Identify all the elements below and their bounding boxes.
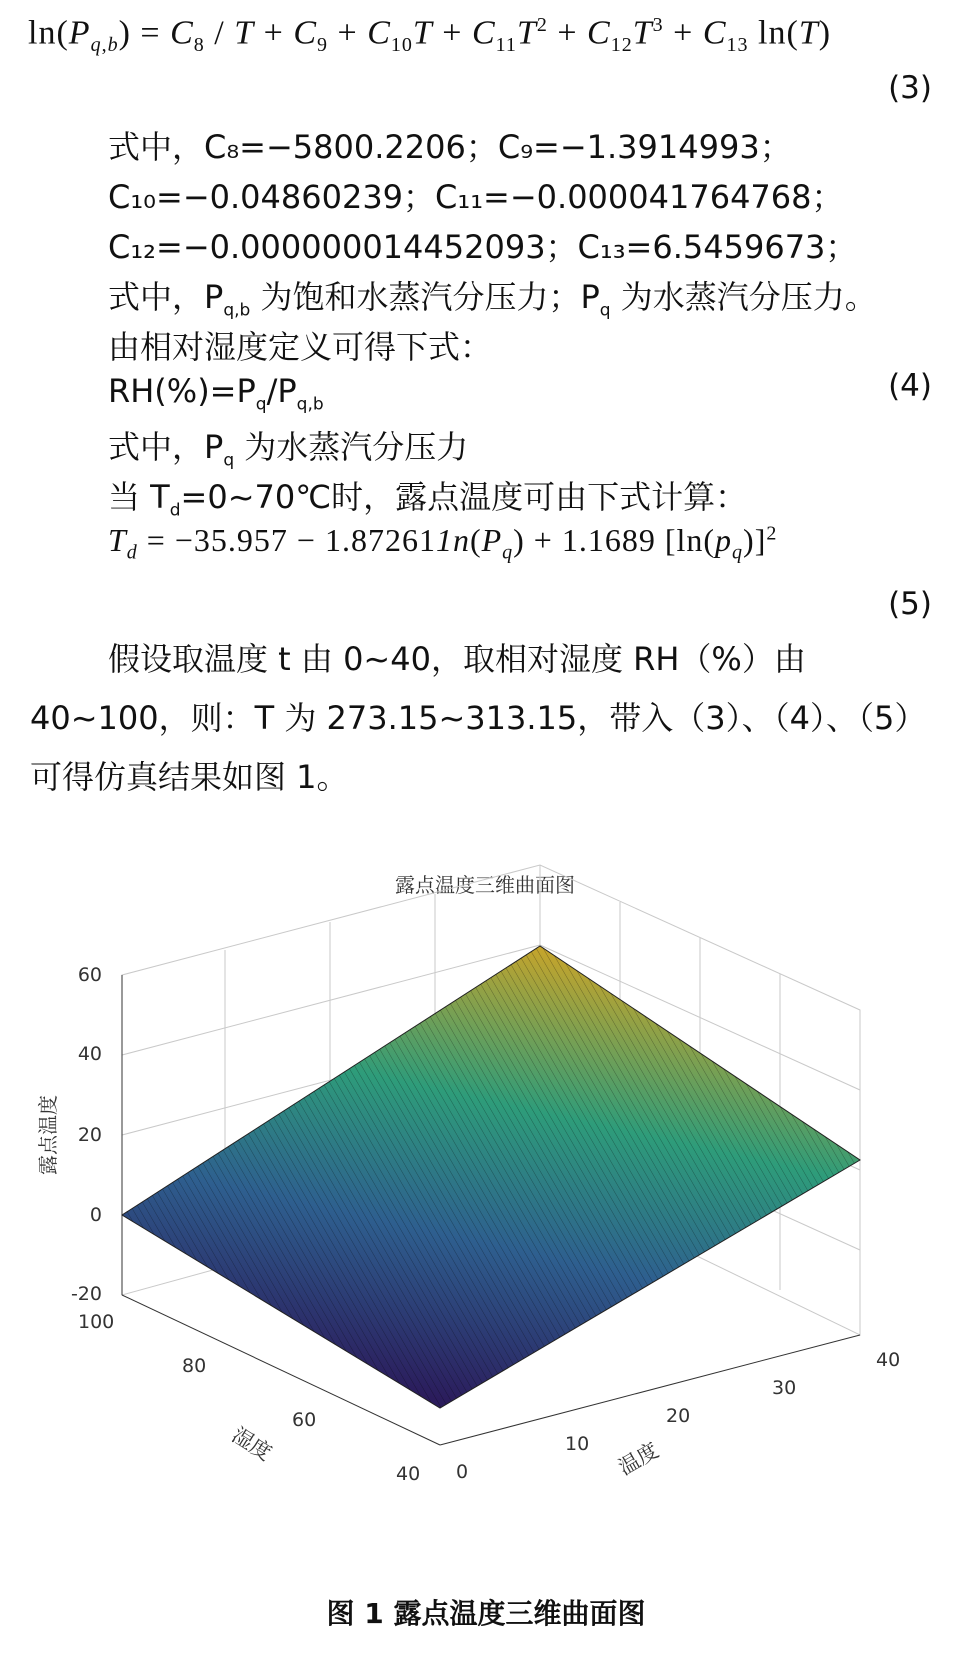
- body-paragraph: 假设取温度 t 由 0~40，取相对湿度 RH（%）由 40~100，则：T 为 273.15~313.15，带入（3）、（4）、（5）可得仿真结果如图 1。: [30, 640, 927, 796]
- equation-5-number: (5): [888, 586, 932, 622]
- coefficients-line-2: C₁₀=−0.04860239；C₁₁=−0.000041764768；: [108, 178, 844, 216]
- figure-caption: 图 1 露点温度三维曲面图: [326, 1597, 646, 1630]
- coefficients-line-3: C₁₂=−0.000000014452093；C₁₃=6.5459673；: [108, 228, 858, 266]
- equation-5: $T_d = -35.957 - 1.872611n(P_q) + 1.1689$ $[\ln(p_q)]^2$: [108, 522, 778, 564]
- definition-line: 式中，$P_{q,b}$ 为饱和水蒸汽分压力；$P_q$ 为水蒸汽分压力。: [108, 278, 877, 321]
- svg-text:40: 40: [396, 1463, 421, 1485]
- svg-text:10: 10: [565, 1433, 590, 1455]
- svg-text:40: 40: [77, 1043, 102, 1065]
- z-axis-label: 露点温度: [36, 1095, 60, 1175]
- chart-title: 露点温度三维曲面图: [395, 873, 575, 897]
- svg-text:0: 0: [456, 1461, 469, 1483]
- pq-definition-line: 式中，$P_q$ 为水蒸汽分压力: [108, 428, 469, 471]
- svg-text:100: 100: [78, 1311, 115, 1333]
- y-axis-label: 湿度: [227, 1422, 276, 1466]
- svg-text:20: 20: [77, 1124, 102, 1146]
- equation-4: $RH(\%)=P_q/P_{q,b}$: [108, 372, 324, 415]
- svg-text:-20: -20: [70, 1283, 102, 1305]
- equation-4-number: (4): [888, 368, 932, 404]
- equation-3-number: (3): [888, 70, 932, 106]
- svg-text:20: 20: [666, 1405, 691, 1427]
- dewpoint-range-line: 当 $T_d=0\sim 70℃$时，露点温度可由下式计算：: [108, 478, 748, 521]
- svg-text:60: 60: [77, 964, 102, 986]
- z-axis-ticks: [71, 964, 102, 1305]
- x-axis-label: 温度: [614, 1438, 663, 1480]
- svg-text:60: 60: [292, 1409, 317, 1431]
- svg-text:40: 40: [876, 1349, 901, 1371]
- rh-definition-intro: 由相对湿度定义可得下式：: [108, 328, 493, 366]
- svg-text:0: 0: [89, 1204, 102, 1226]
- surface-chart: [0, 860, 972, 1580]
- svg-text:80: 80: [182, 1355, 207, 1377]
- equation-3: $\ln(P_{q,b}) = C_8 / T + C_9 + C_{10}T + C_{11}T^2 + C_{12}T^3 + C_{13}$ ln(T): [28, 14, 832, 57]
- svg-text:30: 30: [772, 1377, 797, 1399]
- x-axis-ticks: [456, 1349, 900, 1483]
- coefficients-line-1: 式中，C₈=−5800.2206；C₉=−1.3914993；: [108, 128, 792, 166]
